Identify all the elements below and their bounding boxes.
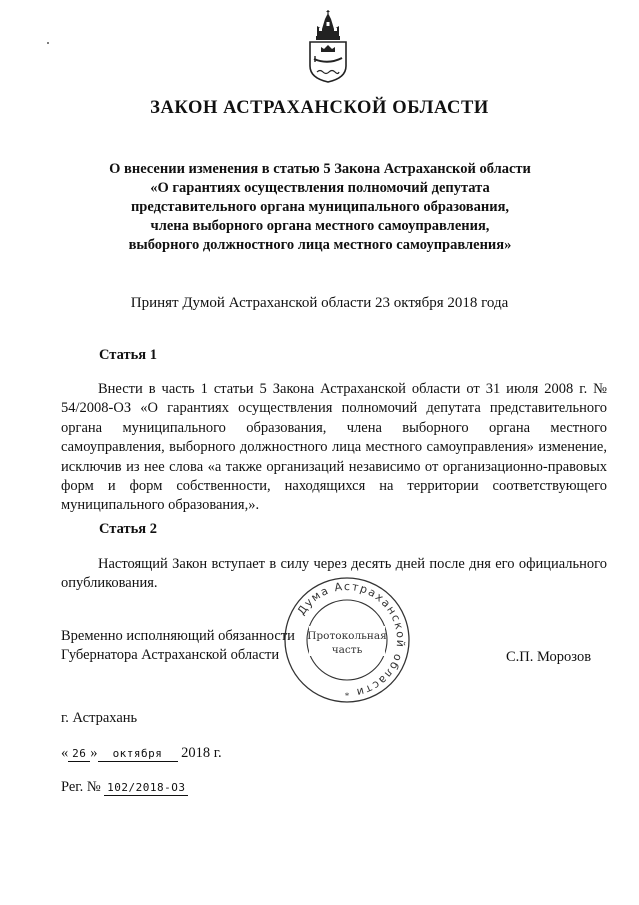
signatory-name: С.П. Морозов bbox=[506, 649, 592, 665]
registration-label: Рег. № bbox=[61, 779, 101, 795]
signing-date bbox=[61, 745, 222, 762]
date-year: 2018 г. bbox=[181, 745, 222, 761]
stamp-center-line-1: Протокольная bbox=[307, 630, 387, 642]
law-subtitle bbox=[80, 160, 560, 255]
official-stamp bbox=[282, 575, 412, 705]
date-day: 26 bbox=[68, 747, 90, 762]
place-of-signing: г. Астрахань bbox=[61, 710, 138, 726]
subtitle-line: выборного должностного лица местного самоуправления» bbox=[128, 237, 512, 253]
subtitle-line: О внесении изменения в статью 5 Закона Астраханской области bbox=[109, 161, 531, 177]
position-line-2: Губернатора Астраханской области bbox=[61, 647, 280, 664]
adoption-line: Принят Думой Астраханской области 23 октября 2018 года bbox=[130, 295, 509, 311]
subtitle-line: «О гарантиях осуществления полномочий депутата bbox=[150, 180, 490, 196]
date-open-quote: « bbox=[61, 745, 69, 761]
astrakhan-coat-of-arms-icon bbox=[303, 10, 353, 84]
date-close-quote: » bbox=[90, 745, 98, 761]
subtitle-line: члена выборного органа местного самоуправления, bbox=[150, 218, 490, 234]
stamp-star-icon: * bbox=[344, 691, 350, 701]
article-2-text: Настоящий Закон вступает в силу через десять дней после дня его официального опубликования. bbox=[61, 556, 607, 592]
registration-number bbox=[61, 779, 188, 796]
scan-speck bbox=[47, 42, 49, 44]
date-month: октября bbox=[98, 747, 178, 762]
stamp-center-line-2: часть bbox=[331, 644, 363, 656]
article-1-text: Внести в часть 1 статьи 5 Закона Астраханской области от 31 июля 2008 г. № 54/2008-ОЗ «О гарантиях осуществления полномочий депутата представительного органа муниципального образования, члена выборного органа местного самоуправления, выборного должностного лица местного самоуправления» изменение, исключив из нее слова «а также организаций независимо от организационно-правовых форм и форм собственности, находящихся на территории соответствующего муниципального образования,». bbox=[61, 381, 607, 514]
registration-value: 102/2018-ОЗ bbox=[104, 781, 188, 796]
subtitle-line: представительного органа муниципального образования, bbox=[130, 199, 510, 215]
article-2-title: Статья 2 bbox=[99, 521, 157, 537]
law-title: ЗАКОН АСТРАХАНСКОЙ ОБЛАСТИ bbox=[150, 98, 489, 118]
position-line-1: Временно исполняющий обязанности bbox=[61, 628, 295, 644]
stamp-ring-text: Дума Астраханской области bbox=[294, 579, 408, 700]
article-1-title: Статья 1 bbox=[99, 347, 157, 363]
